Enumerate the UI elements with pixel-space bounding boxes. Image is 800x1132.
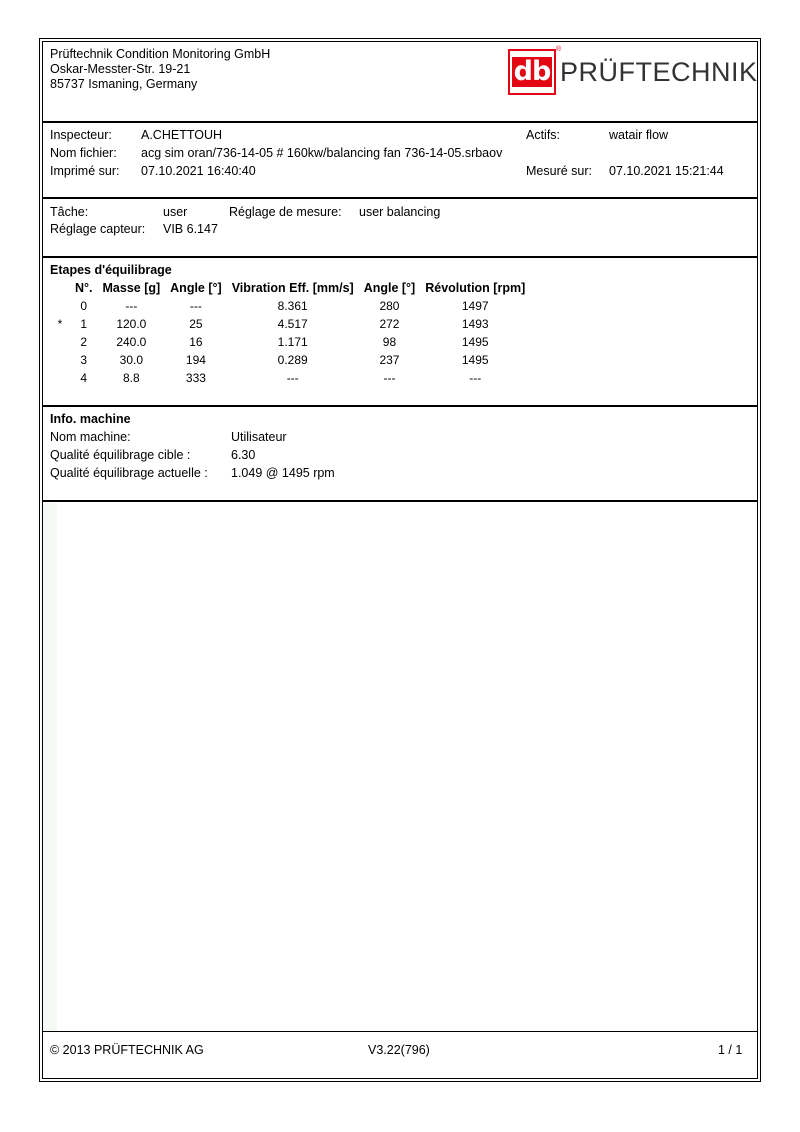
actual-quality-label: Qualité équilibrage actuelle : [50,466,208,480]
divider [42,405,758,407]
cell-mass: 120.0 [116,317,147,331]
cell-rpm: --- [469,371,482,385]
cell-angle: 333 [185,371,206,385]
steps-title: Etapes d'équilibrage [50,263,172,277]
cell-mass: --- [125,299,138,313]
blank-area-margin [43,503,57,1031]
row-marker [50,297,70,315]
company-street: Oskar-Messter-Str. 19-21 [50,62,191,76]
cell-mass: 240.0 [116,335,147,349]
file-value: acg sim oran/736-14-05 # 160kw/balancing fan 736-14-05.srbaov [141,146,503,160]
column-header: Révolution [rpm] [425,281,526,295]
divider [42,197,758,199]
cell-mass: 30.0 [119,353,143,367]
footer-copyright: © 2013 PRÜFTECHNIK AG [50,1043,204,1057]
task-value: user [163,205,188,219]
divider [42,256,758,258]
cell-vibration: 8.361 [277,299,308,313]
cell-angle: 194 [185,353,206,367]
machine-name-value: Utilisateur [231,430,287,444]
cell-mass: 8.8 [122,371,140,385]
column-header: N°. [75,281,93,295]
measure-setting-value: user balancing [359,205,441,219]
cell-rpm: 1497 [461,299,489,313]
pruftechnik-logo [508,49,758,95]
cell-vibration: 0.289 [277,353,308,367]
machine-info-title: Info. machine [50,412,131,426]
cell-vib-angle: 280 [379,299,400,313]
column-header: Masse [g] [102,281,161,295]
column-header: Vibration Eff. [mm/s] [231,281,354,295]
cell-vib-angle: --- [383,371,396,385]
footer-divider [42,1031,758,1032]
sensor-setting-value: VIB 6.147 [163,222,218,236]
table-row [50,315,530,333]
table-row [50,297,530,315]
cell-vib-angle: 272 [379,317,400,331]
table-header-row [50,279,530,297]
logo-wordmark: PRÜFTECHNIK [560,56,758,87]
cell-vibration: 1.171 [277,335,308,349]
inspector-label: Inspecteur: [50,128,112,142]
row-marker [50,369,70,387]
cell-rpm: 1495 [461,335,489,349]
footer-page-number: 1 / 1 [718,1043,743,1057]
printed-value: 07.10.2021 16:40:40 [141,164,256,178]
cell-n: 1 [80,317,88,331]
assets-label: Actifs: [526,128,561,142]
table-row [50,351,530,369]
balancing-steps-table [50,279,530,387]
row-marker: * [57,317,63,331]
row-marker [50,333,70,351]
measured-label: Mesuré sur: [526,164,592,178]
measure-setting-label: Réglage de mesure: [229,205,342,219]
inspector-value: A.CHETTOUH [141,128,223,142]
printed-label: Imprimé sur: [50,164,120,178]
table-row [50,369,530,387]
cell-vibration: --- [286,371,299,385]
column-header: Angle [°] [363,281,416,295]
cell-rpm: 1493 [461,317,489,331]
divider [42,500,758,502]
cell-vib-angle: 98 [382,335,397,349]
cell-angle: 16 [189,335,203,349]
actual-quality-value: 1.049 @ 1495 rpm [231,466,335,480]
cell-n: 3 [80,353,88,367]
divider [42,121,758,123]
registered-mark-icon: ® [556,46,562,53]
file-label: Nom fichier: [50,146,117,160]
cell-vib-angle: 237 [379,353,400,367]
cell-angle: --- [189,299,202,313]
company-name: Prüftechnik Condition Monitoring GmbH [50,47,271,61]
cell-n: 2 [80,335,88,349]
cell-n: 0 [80,299,88,313]
logo-db-glyph: db [513,56,551,87]
measured-value: 07.10.2021 15:21:44 [609,164,724,178]
row-marker [50,351,70,369]
footer-version: V3.22(796) [368,1043,430,1057]
task-label: Tâche: [50,205,89,219]
cell-angle: 25 [189,317,203,331]
logo-mark [508,49,556,95]
cell-rpm: 1495 [461,353,489,367]
sensor-setting-label: Réglage capteur: [50,222,146,236]
company-city: 85737 Ismaning, Germany [50,77,198,91]
assets-value: watair flow [609,128,669,142]
cell-vibration: 4.517 [277,317,308,331]
cell-n: 4 [80,371,88,385]
column-header: Angle [°] [170,281,222,295]
marker-header [50,279,70,297]
target-quality-value: 6.30 [231,448,256,462]
target-quality-label: Qualité équilibrage cible : [50,448,191,462]
machine-name-label: Nom machine: [50,430,131,444]
table-row [50,333,530,351]
